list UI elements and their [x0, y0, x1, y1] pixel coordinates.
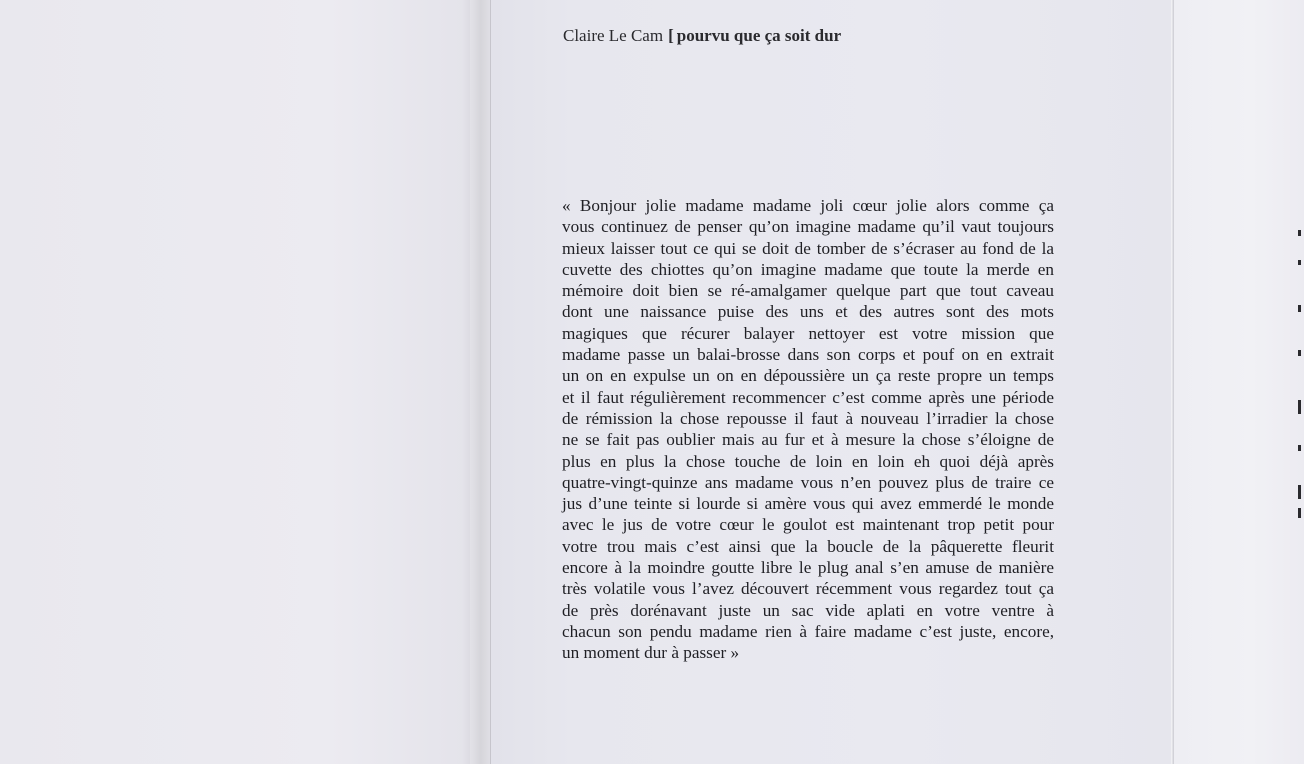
edge-mark: [1298, 445, 1301, 451]
page-edge: [490, 0, 491, 764]
text-line: chacun son pendu madame rien à faire madame c’est juste, encore,: [562, 621, 1054, 641]
author-name: Claire Le Cam: [563, 26, 664, 45]
edge-mark: [1298, 305, 1301, 312]
book-title: pourvu que ça soit dur: [676, 26, 842, 45]
text-line: très volatile vous l’avez découvert récemment vous regardez tout ça: [562, 579, 1054, 599]
text-line-last: un moment dur à passer »: [562, 643, 740, 663]
header-bracket: [: [668, 26, 674, 45]
text-line: mieux laisser tout ce qui se doit de tomber de s’écraser au fond de la: [562, 238, 1054, 258]
text-line: jus d’une teinte si lourde si amère vous qui avez emmerdé le monde: [562, 494, 1054, 514]
text-line: de près dorénavant juste un sac vide aplati en votre ventre à: [562, 600, 1054, 620]
text-line: vous continuez de penser qu’on imagine madame qu’il vaut toujours: [562, 217, 1054, 237]
edge-mark: [1298, 350, 1301, 356]
text-line: de rémission la chose repousse il faut à nouveau l’irradier la chose: [562, 408, 1054, 428]
text-line: « Bonjour jolie madame madame joli cœur jolie alors comme ça: [562, 196, 1054, 215]
edge-mark: [1298, 260, 1301, 265]
text-line: et il faut régulièrement recommencer c’est comme après une période: [562, 387, 1054, 407]
running-header: [563, 26, 841, 46]
left-page: [0, 0, 470, 764]
text-line: dont une naissance puise des uns et des autres sont des mots: [562, 302, 1054, 322]
text-line: madame passe un balai-brosse dans son corps et pouf on en extrait: [562, 345, 1054, 365]
next-page-edge: [1174, 0, 1304, 764]
text-line: encore à la moindre goutte libre le plug anal s’en amuse de manière: [562, 558, 1054, 578]
edge-mark: [1298, 485, 1301, 499]
text-line: mémoire doit bien se ré-amalgamer quelque part que tout caveau: [562, 281, 1054, 301]
poem-text: [562, 195, 1054, 664]
text-line: plus en plus la chose touche de loin en loin eh quoi déjà après: [562, 451, 1054, 471]
text-line: magiques que récurer balayer nettoyer est votre mission que: [562, 323, 1054, 343]
text-line: un on en expulse un on en dépoussière un ça reste propre un temps: [562, 366, 1054, 386]
text-line: avec le jus de votre cœur le goulot est maintenant trop petit pour: [562, 515, 1054, 535]
edge-mark: [1298, 508, 1301, 518]
edge-mark: [1298, 400, 1301, 414]
next-page-text-edge: [1298, 230, 1301, 520]
text-line: quatre-vingt-quinze ans madame vous n’en pouvez plus de traire ce: [562, 472, 1054, 492]
text-line: cuvette des chiottes qu’on imagine madame que toute la merde en: [562, 259, 1054, 279]
edge-mark: [1298, 230, 1301, 236]
text-line: votre trou mais c’est ainsi que la boucle de la pâquerette fleurit: [562, 536, 1054, 556]
text-line: ne se fait pas oublier mais au fur et à mesure la chose s’éloigne de: [562, 430, 1054, 450]
